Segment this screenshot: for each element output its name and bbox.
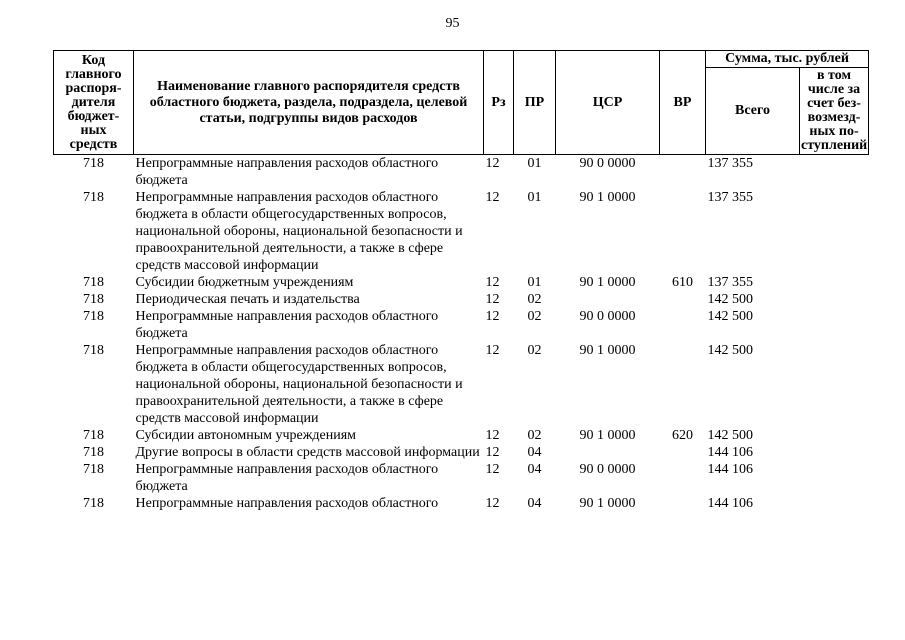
- cell-code: 718: [83, 343, 104, 358]
- cell-total: 137 355: [707, 275, 753, 290]
- cell-name: Непрограммные направления расходов областного бюджета: [135, 462, 439, 494]
- cell-csr: 90 1 0000: [579, 428, 636, 443]
- cell-free: [800, 427, 869, 444]
- table-row: [54, 155, 869, 190]
- table-row: [54, 444, 869, 461]
- cell-rz: 12: [485, 190, 500, 205]
- cell-csr: [556, 444, 660, 461]
- cell-code: 718: [83, 428, 104, 443]
- cell-pr: 01: [527, 275, 542, 290]
- cell-name: Непрограммные направления расходов областного бюджета в области общегосударственных вопросов, национальной обороны, национальной безопасности и правоохранительной деятельности, а также в сфере средств массовой информации: [135, 190, 463, 273]
- cell-free: [800, 461, 869, 495]
- cell-csr: 90 1 0000: [579, 275, 636, 290]
- cell-pr: 02: [527, 309, 542, 324]
- header-vr: ВР: [660, 51, 706, 155]
- cell-csr: 90 1 0000: [579, 496, 636, 511]
- cell-csr: 90 1 0000: [579, 190, 636, 205]
- cell-pr: 04: [527, 462, 542, 477]
- page-number: 95: [445, 16, 460, 31]
- cell-code: 718: [83, 292, 104, 307]
- cell-code: 718: [83, 496, 104, 511]
- cell-total: 137 355: [707, 156, 753, 171]
- cell-rz: 12: [485, 445, 500, 460]
- cell-rz: 12: [485, 275, 500, 290]
- header-free: в том числе за счет без-возмезд-ных по-ступлений: [801, 68, 868, 153]
- cell-free: [800, 308, 869, 342]
- header-csr: ЦСР: [556, 51, 660, 155]
- cell-csr: 90 1 0000: [579, 343, 636, 358]
- cell-rz: 12: [485, 309, 500, 324]
- cell-vr: [660, 342, 706, 427]
- cell-vr: [660, 189, 706, 274]
- cell-total: 142 500: [707, 309, 753, 324]
- cell-free: [800, 189, 869, 274]
- header-code: Код главного распоря-дителя бюджет-ных средств: [54, 51, 134, 155]
- cell-code: 718: [83, 275, 104, 290]
- cell-pr: 02: [527, 292, 542, 307]
- cell-total: 142 500: [707, 292, 753, 307]
- cell-total: 144 106: [707, 445, 753, 460]
- cell-vr: [660, 444, 706, 461]
- cell-name: Другие вопросы в области средств массовой информации: [135, 445, 480, 460]
- cell-code: 718: [83, 309, 104, 324]
- table-row: [54, 308, 869, 342]
- cell-name: Субсидии бюджетным учреждениям: [135, 275, 354, 290]
- cell-pr: 01: [527, 156, 542, 171]
- cell-vr: [660, 308, 706, 342]
- cell-name: Непрограммные направления расходов областного бюджета: [135, 309, 439, 341]
- cell-vr: 610: [672, 275, 693, 290]
- cell-vr: [660, 495, 706, 512]
- cell-free: [800, 495, 869, 512]
- table-row: [54, 495, 869, 512]
- cell-free: [800, 274, 869, 291]
- table-row: [54, 461, 869, 495]
- cell-rz: 12: [485, 156, 500, 171]
- cell-total: 137 355: [707, 190, 753, 205]
- cell-csr: 90 0 0000: [579, 462, 636, 477]
- table-row: [54, 291, 869, 308]
- header-sum: Сумма, тыс. рублей: [706, 51, 869, 68]
- cell-total: 142 500: [707, 343, 753, 358]
- cell-vr: 620: [672, 428, 693, 443]
- cell-csr: 90 0 0000: [579, 156, 636, 171]
- cell-name: Непрограммные направления расходов областного: [135, 496, 439, 511]
- header-pr: ПР: [514, 51, 556, 155]
- cell-code: 718: [83, 445, 104, 460]
- table-row: [54, 274, 869, 291]
- cell-free: [800, 155, 869, 190]
- cell-rz: 12: [485, 292, 500, 307]
- cell-vr: [660, 291, 706, 308]
- table-row: [54, 189, 869, 274]
- cell-total: 144 106: [707, 462, 753, 477]
- cell-rz: 12: [485, 428, 500, 443]
- cell-pr: 01: [527, 190, 542, 205]
- header-total: Всего: [706, 68, 800, 155]
- cell-csr: 90 0 0000: [579, 309, 636, 324]
- budget-table: [53, 50, 869, 512]
- cell-rz: 12: [485, 343, 500, 358]
- cell-rz: 12: [485, 462, 500, 477]
- cell-pr: 04: [527, 496, 542, 511]
- cell-free: [800, 291, 869, 308]
- cell-pr: 04: [527, 445, 542, 460]
- cell-code: 718: [83, 462, 104, 477]
- cell-csr: [556, 291, 660, 308]
- cell-pr: 02: [527, 343, 542, 358]
- table-row: [54, 427, 869, 444]
- cell-name: Непрограммные направления расходов областного бюджета в области общегосударственных вопросов, национальной обороны, национальной безопасности и правоохранительной деятельности, а также в сфере средств массовой информации: [135, 343, 463, 426]
- cell-name: Периодическая печать и издательства: [135, 292, 360, 307]
- cell-free: [800, 342, 869, 427]
- cell-code: 718: [83, 190, 104, 205]
- cell-total: 142 500: [707, 428, 753, 443]
- cell-rz: 12: [485, 496, 500, 511]
- table-row: [54, 342, 869, 427]
- cell-name: Субсидии автономным учреждениям: [135, 428, 357, 443]
- cell-vr: [660, 155, 706, 190]
- cell-pr: 02: [527, 428, 542, 443]
- header-name: Наименование главного распорядителя средств областного бюджета, раздела, подраздела, целевой статьи, подгруппы видов расходов: [134, 51, 484, 155]
- cell-name: Непрограммные направления расходов областного бюджета: [135, 156, 439, 188]
- cell-vr: [660, 461, 706, 495]
- cell-free: [800, 444, 869, 461]
- cell-code: 718: [83, 156, 104, 171]
- cell-total: 144 106: [707, 496, 753, 511]
- header-rz: Рз: [484, 51, 514, 155]
